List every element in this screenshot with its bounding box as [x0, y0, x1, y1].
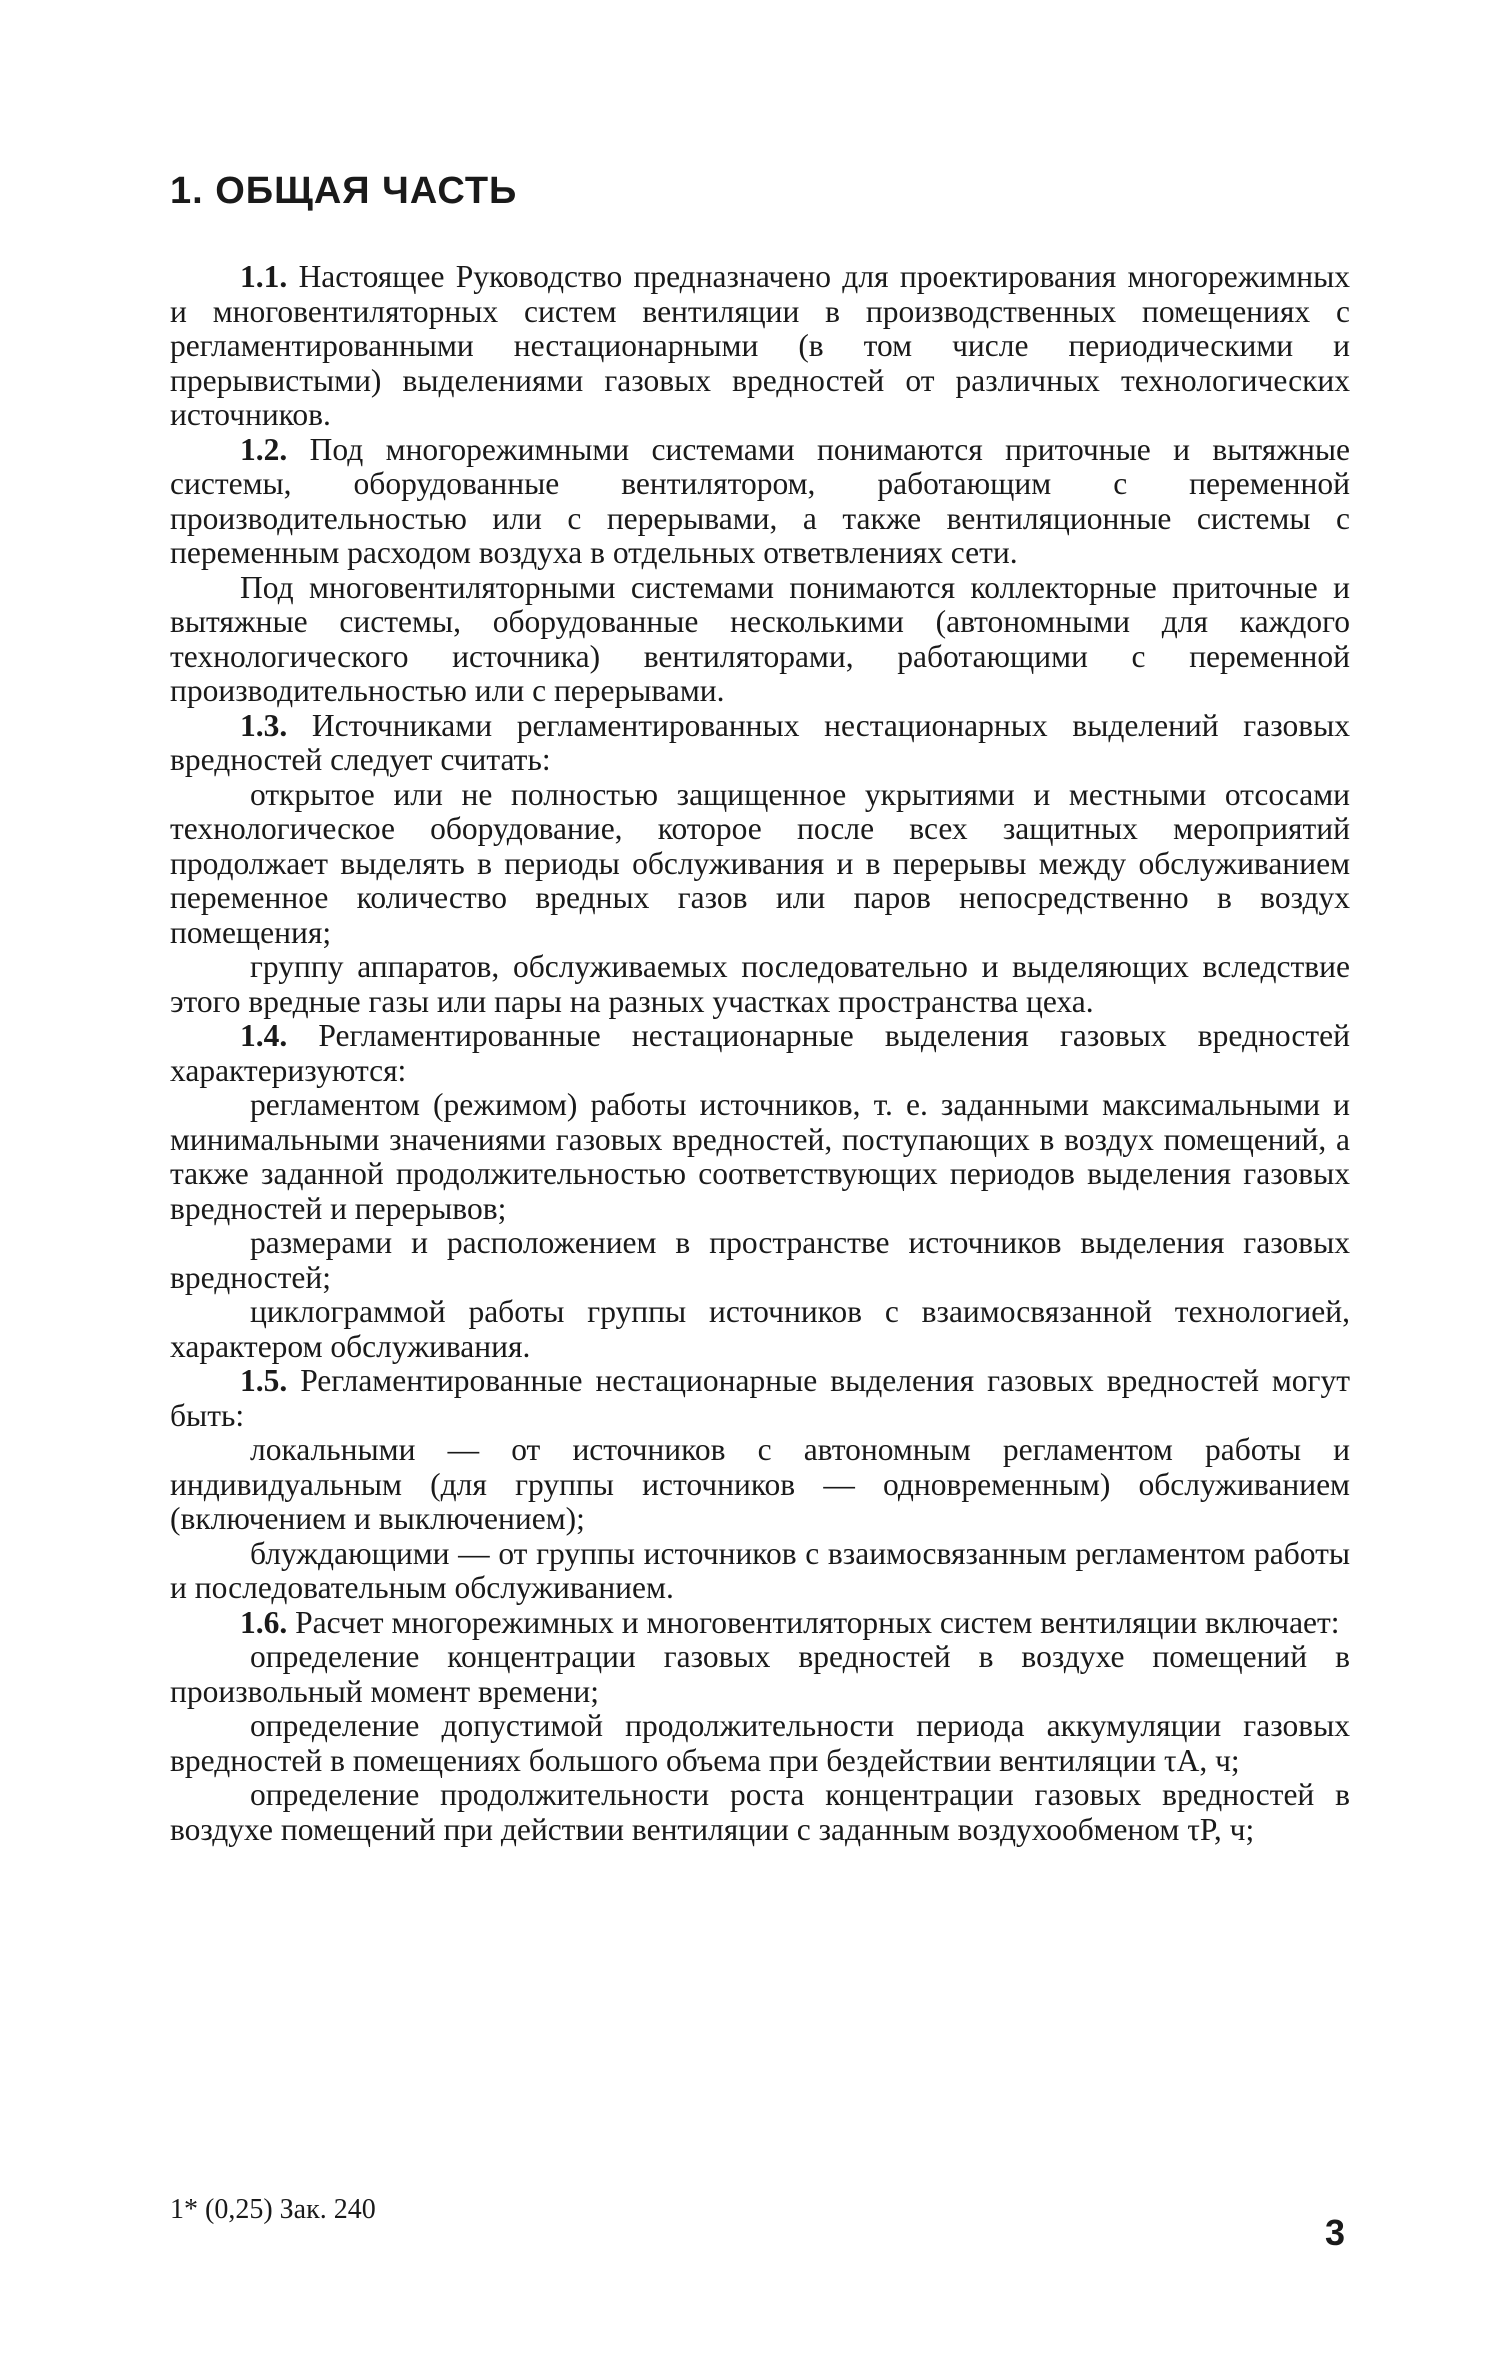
paragraph-text: определение продолжительности роста концентрации газовых вредностей в воздухе помещений при действии вентиляции с заданным воздухообменом τP, ч;: [170, 1777, 1350, 1847]
paragraph-text: открытое или не полностью защищенное укрытиями и местными отсосами технологическое оборудование, которое после всех защитных мероприятий продолжает выделять в периоды обслуживания и в перерывы между обслуживанием переменное количество вредных газов или паров непосредственно в воздух помещения;: [170, 776, 1350, 950]
paragraph-number: 1.2.: [240, 431, 288, 467]
paragraph-number: 1.4.: [240, 1018, 288, 1053]
paragraph-text: определение допустимой продолжительности периода аккумуляции газовых вредностей в помещениях большого объема при бездействии вентиляции τA, ч;: [170, 1708, 1350, 1778]
paragraph-text: Под многовентиляторными системами понимаются коллекторные приточные и вытяжные системы, оборудованные несколькими (автономными для каждого технологического источника) вентиляторами, работающими с переменной производительностью или с перерывами.: [170, 569, 1350, 708]
paragraph-text: группу аппаратов, обслуживаемых последовательно и выделяющих вследствие этого вредные газы или пары на разных участках пространства цеха.: [170, 949, 1350, 1019]
list-item: [170, 1778, 1350, 1847]
paragraph-text: блуждающими — от группы источников с взаимосвязанным регламентом работы и последовательным обслуживанием.: [170, 1535, 1350, 1605]
list-item: [170, 1537, 1350, 1606]
section-title: 1. ОБЩАЯ ЧАСТЬ: [170, 170, 518, 212]
list-item: [170, 1088, 1350, 1226]
print-code: 1* (0,25) Зак. 240: [170, 2194, 376, 2225]
paragraph-text: определение концентрации газовых вредностей в воздухе помещений в произвольный момент времени;: [170, 1639, 1350, 1709]
paragraph-text: Под многорежимными системами понимаются приточные и вытяжные системы, оборудованные вентилятором, работающим с переменной производительностью или с перерывами, а также вентиляционные системы с переменным расходом воздуха в отдельных ответвлениях сети.: [170, 431, 1350, 570]
list-item: [170, 778, 1350, 951]
paragraph-1-2: [170, 433, 1350, 571]
paragraph-text: размерами и расположением в пространстве источников выделения газовых вредностей;: [170, 1225, 1350, 1295]
paragraph-1-6: [170, 1606, 1350, 1641]
list-item: [170, 1295, 1350, 1364]
list-item: [170, 1226, 1350, 1295]
paragraph-text: Расчет многорежимных и многовентиляторных систем вентиляции включает:: [295, 1604, 1340, 1640]
paragraph-number: 1.5.: [240, 1363, 288, 1398]
page-number: 3: [1325, 2212, 1346, 2253]
list-item: [170, 1709, 1350, 1778]
paragraph-number: 1.3.: [240, 707, 288, 743]
paragraph-number: 1.6.: [240, 1604, 288, 1640]
paragraph-text: Настоящее Руководство предназначено для проектирования многорежимных и многовентиляторных систем вентиляции в производственных помещениях с регламентированными нестационарными (в том числе периодическими и прерывистыми) выделениями газовых вредностей от различных технологических источников.: [170, 259, 1350, 432]
paragraph-1-4: [170, 1019, 1350, 1088]
paragraph-text: Источниками регламентированных нестационарных выделений газовых вредностей следует считать:: [170, 707, 1350, 777]
list-item: [170, 1433, 1350, 1537]
paragraph-text: Регламентированные нестационарные выделения газовых вредностей характеризуются:: [170, 1018, 1351, 1088]
paragraph-text: Регламентированные нестационарные выделения газовых вредностей могут быть:: [170, 1363, 1350, 1433]
paragraph-text: локальными — от источников с автономным регламентом работы и индивидуальным (для группы источников — одновременным) обслуживанием (включением и выключением);: [170, 1432, 1350, 1536]
paragraph-number: 1.1.: [240, 259, 288, 294]
list-item: [170, 1640, 1350, 1709]
paragraph-1-1: [170, 260, 1350, 433]
paragraph-text: циклограммой работы группы источников с взаимосвязанной технологией, характером обслуживания.: [170, 1294, 1350, 1364]
paragraph-text: регламентом (режимом) работы источников, т. е. заданными максимальными и минимальными значениями газовых вредностей, поступающих в воздух помещений, а также заданной продолжительностью соответствующих периодов выделения газовых вредностей и перерывов;: [170, 1087, 1350, 1226]
paragraph-multifan: [170, 571, 1350, 709]
paragraph-1-3: [170, 709, 1350, 778]
paragraph-1-5: [170, 1364, 1350, 1433]
list-item: [170, 950, 1350, 1019]
body-text: [170, 260, 1350, 1847]
